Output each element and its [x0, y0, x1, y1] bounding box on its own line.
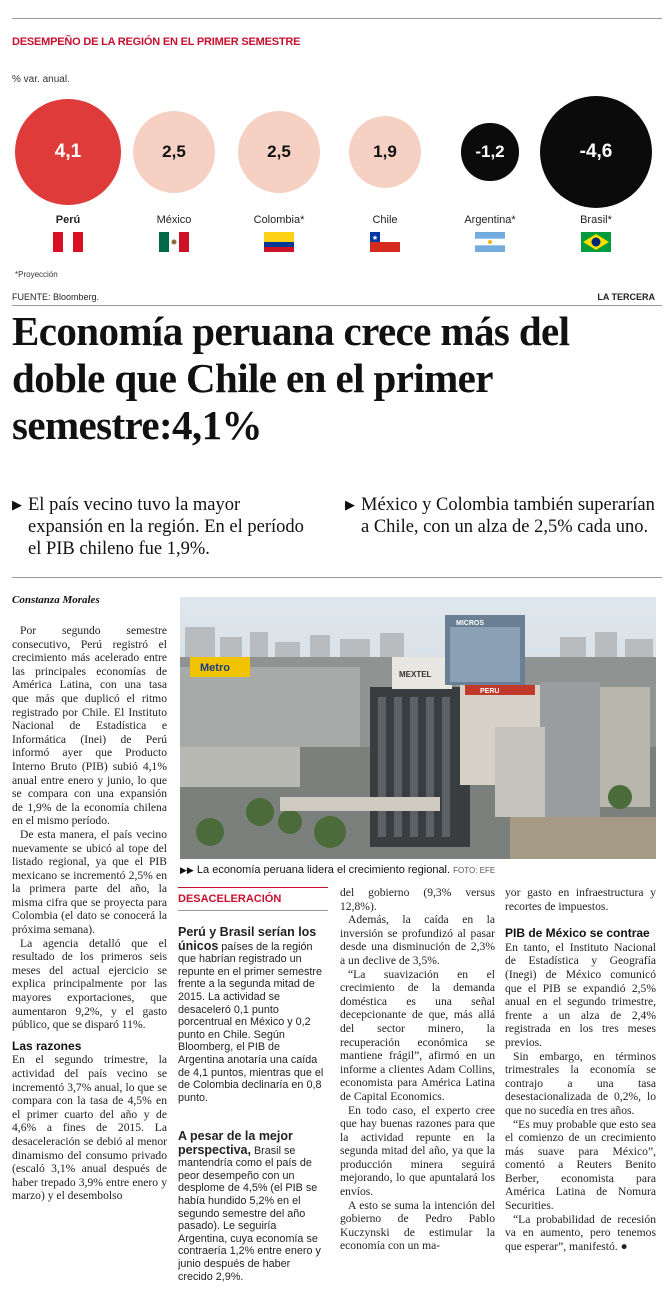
- article-column-3: [340, 886, 495, 1253]
- paragraph: De esta manera, el país vecino nuevamente se ubicó al tope del listado regional, ya que el PIB mexicano se incrementó 2,5% en la primera parte del año, la misma cifra que se proyecta para Colombia (el dato se conocerá la próxima semana).: [12, 827, 167, 937]
- paragraph: En todo caso, el experto cree que hay buenas razones para que la actividad repunte en la segunda mitad del año, ya que la producción minera seguirá mejorando, lo que apuntalará los envíos.: [340, 1103, 495, 1199]
- mextel-sign: MEXTEL: [399, 670, 432, 679]
- flag-icon: [581, 232, 611, 256]
- flag-icon: [475, 232, 505, 256]
- caption-arrow-icon: ▶▶: [180, 865, 194, 875]
- bubble-3: 1,9: [349, 116, 421, 188]
- middle-rule: [12, 305, 662, 306]
- box-lead-1: Perú y Brasil serían los únicos: [178, 925, 317, 953]
- bullet-1-text: El país vecino tuvo la mayor expansión en la región. En el período el PIB chileno fue 1,9%.: [28, 495, 304, 559]
- bullet-1: [12, 494, 312, 560]
- chart-unit: % var. anual.: [12, 74, 70, 85]
- newspaper-brand: LA TERCERA: [597, 292, 655, 302]
- paragraph: A esto se suma la intención del gobierno de Pedro Pablo Kuczynski de estimular la economía con un ma-: [340, 1198, 495, 1253]
- headline: Economía peruana crece más del doble que Chile en el primer semestre:4,1%: [12, 308, 570, 448]
- box-label: DESACELERACIÓN: [178, 893, 282, 905]
- svg-text:★: ★: [371, 234, 379, 242]
- peru-sign: PERU: [480, 688, 500, 695]
- caption-text: La economía peruana lidera el crecimiento regional.: [196, 864, 451, 876]
- paragraph: Por segundo semestre consecutivo, Perú registró el crecimiento más acelerado entre las principales economías de América Latina, con una tasa que más que duplicó el ritmo registrado por Chile. El Instituto Nacional de Estadística e Informática (Inei) de Perú informó ayer que Producto Interno Bruto (PIB) subió 4,1% anual entre enero y junio, lo que se compara con una expansión de 1,9% de la economía chilena en el mismo período.: [12, 624, 167, 828]
- paragraph: Sin embargo, en términos trimestrales la economía se contrajo a una tasa desestacionalizada de 0,2%, lo que no sucedía en tres años.: [505, 1049, 656, 1117]
- chart-footnote: *Proyección: [15, 270, 58, 279]
- bubble-chart: [0, 90, 665, 260]
- subhead-mexico: PIB de México se contrae: [505, 926, 650, 941]
- box-text-2: Brasil se mantendría como el país de peor desempeño con un desplome de 4,5% (el PIB se había hundido 5,2% en el segundo semestre del año pasado). Le seguiría Argentina, cuya economía se contraería 1,2% entre enero y junio después de haber crecido 2,9%.: [178, 1144, 321, 1283]
- country-label: México: [156, 214, 192, 226]
- photo-credit: FOTO: EFE: [453, 866, 496, 875]
- box-rule-2: [178, 910, 328, 911]
- micros-sign: MICROS: [456, 620, 484, 627]
- paragraph: Además, la caída en la inversión se profundizó al pasar desde una disminución de 2,3% a un declive de 3,5%.: [340, 913, 495, 967]
- byline: Constanza Morales: [12, 594, 100, 606]
- bottom-rule: [12, 577, 662, 578]
- triangle-bullet-icon: ▶: [12, 497, 22, 512]
- metro-sign: Metro: [200, 662, 230, 674]
- bubble-1: 2,5: [133, 111, 216, 194]
- flag-icon: [159, 232, 189, 256]
- paragraph: [505, 1213, 656, 1254]
- bubble-0: 4,1: [15, 99, 121, 205]
- box-section-1: [178, 926, 326, 1104]
- bubble-4: -1,2: [461, 123, 518, 180]
- bullet-2-text: México y Colombia también superarían a Chile, con un alza de 2,5% cada uno.: [361, 495, 655, 537]
- flag-icon: [264, 232, 294, 256]
- bullet-2: [345, 494, 657, 538]
- country-label: Colombia*: [253, 214, 305, 226]
- box-text-1: países de la región que habrían registrado un repunte en el primer semestre frente a la segunda mitad de 2015. La actividad se desaceleró 0,1 punto porcentrual en México y 0,2 punto en Chile. Según Bloomberg, el PIB de Argentina anotaría una caída de 4,1 puntos, mientras que el de Colombia declinaría en 0,8 punto.: [178, 940, 324, 1104]
- bubble-2: 2,5: [238, 111, 321, 194]
- box-rule: [178, 887, 328, 888]
- end-mark-icon: ●: [620, 1239, 628, 1253]
- paragraph: En tanto, el Instituto Nacional de Estadística y Geografía (Inegi) de México comunicó que el PIB se expandió 2,5% anual en el segundo trimestre, frente a un alza de 2,4% registrada en los tres meses previos.: [505, 940, 656, 1049]
- article-column-1: [12, 624, 167, 1203]
- paragraph: yor gasto en infraestructura y recortes de impuestos.: [505, 886, 656, 913]
- flag-icon: [53, 232, 83, 256]
- triangle-bullet-icon: ▶: [345, 497, 355, 512]
- flag-icon: [370, 232, 400, 256]
- paragraph: La agencia detalló que el resultado de los primeros seis meses del actual ejercicio se explica principalmente por las mayores exportaciones, que aumentaron 9,2%, y el gasto público, que se disparó 11%.: [12, 936, 167, 1032]
- bubble-5: -4,6: [540, 96, 652, 208]
- chart-source: FUENTE: Bloomberg.: [12, 292, 100, 302]
- paragraph: En el segundo trimestre, la actividad del país vecino se incrementó 3,7% anual, lo que se compara con la tasa de 4,5% en el primer cuarto del año y de 4,6% a fines de 2015. La desaceleración se debió al menor dinamismo del consumo privado (escaló 3,1% anual después de haber trepado 3,9% entre enero y marzo) y el desembolso: [12, 1053, 167, 1203]
- paragraph: del gobierno (9,3% versus 12,8%).: [340, 886, 495, 913]
- country-label: Perú: [55, 214, 81, 226]
- box-section-2: [178, 1130, 326, 1283]
- top-rule: [12, 18, 662, 19]
- box-lead-2: A pesar de la mejor perspectiva,: [178, 1129, 293, 1157]
- paragraph-text: “La probabilidad de recesión va en aumento, pero tenemos que esperar”, manifestó.: [505, 1212, 656, 1253]
- photo-caption: [180, 864, 495, 876]
- chart-title: DESEMPEÑO DE LA REGIÓN EN EL PRIMER SEMESTRE: [12, 36, 301, 48]
- article-column-4: [505, 886, 656, 1253]
- country-label: Chile: [372, 214, 398, 226]
- country-label: Argentina*: [464, 214, 516, 226]
- city-photo: [180, 597, 656, 859]
- paragraph: “Es muy probable que esto sea el comienzo de un crecimiento más suave para México”, comentó a Reuters Benito Berber, economista para América Latina de Nomura Securities.: [505, 1117, 656, 1213]
- country-label: Brasil*: [580, 214, 612, 226]
- subhead-razones: Las razones: [12, 1038, 82, 1053]
- paragraph: “La suavización en el crecimiento de la demanda doméstica es una señal decepcionante de que, más allá del sector minero, la recuperación económica se mantiene frágil”, afirmó en un informe a clientes Adam Collins, economista para América Latina de Capital Economics.: [340, 967, 495, 1103]
